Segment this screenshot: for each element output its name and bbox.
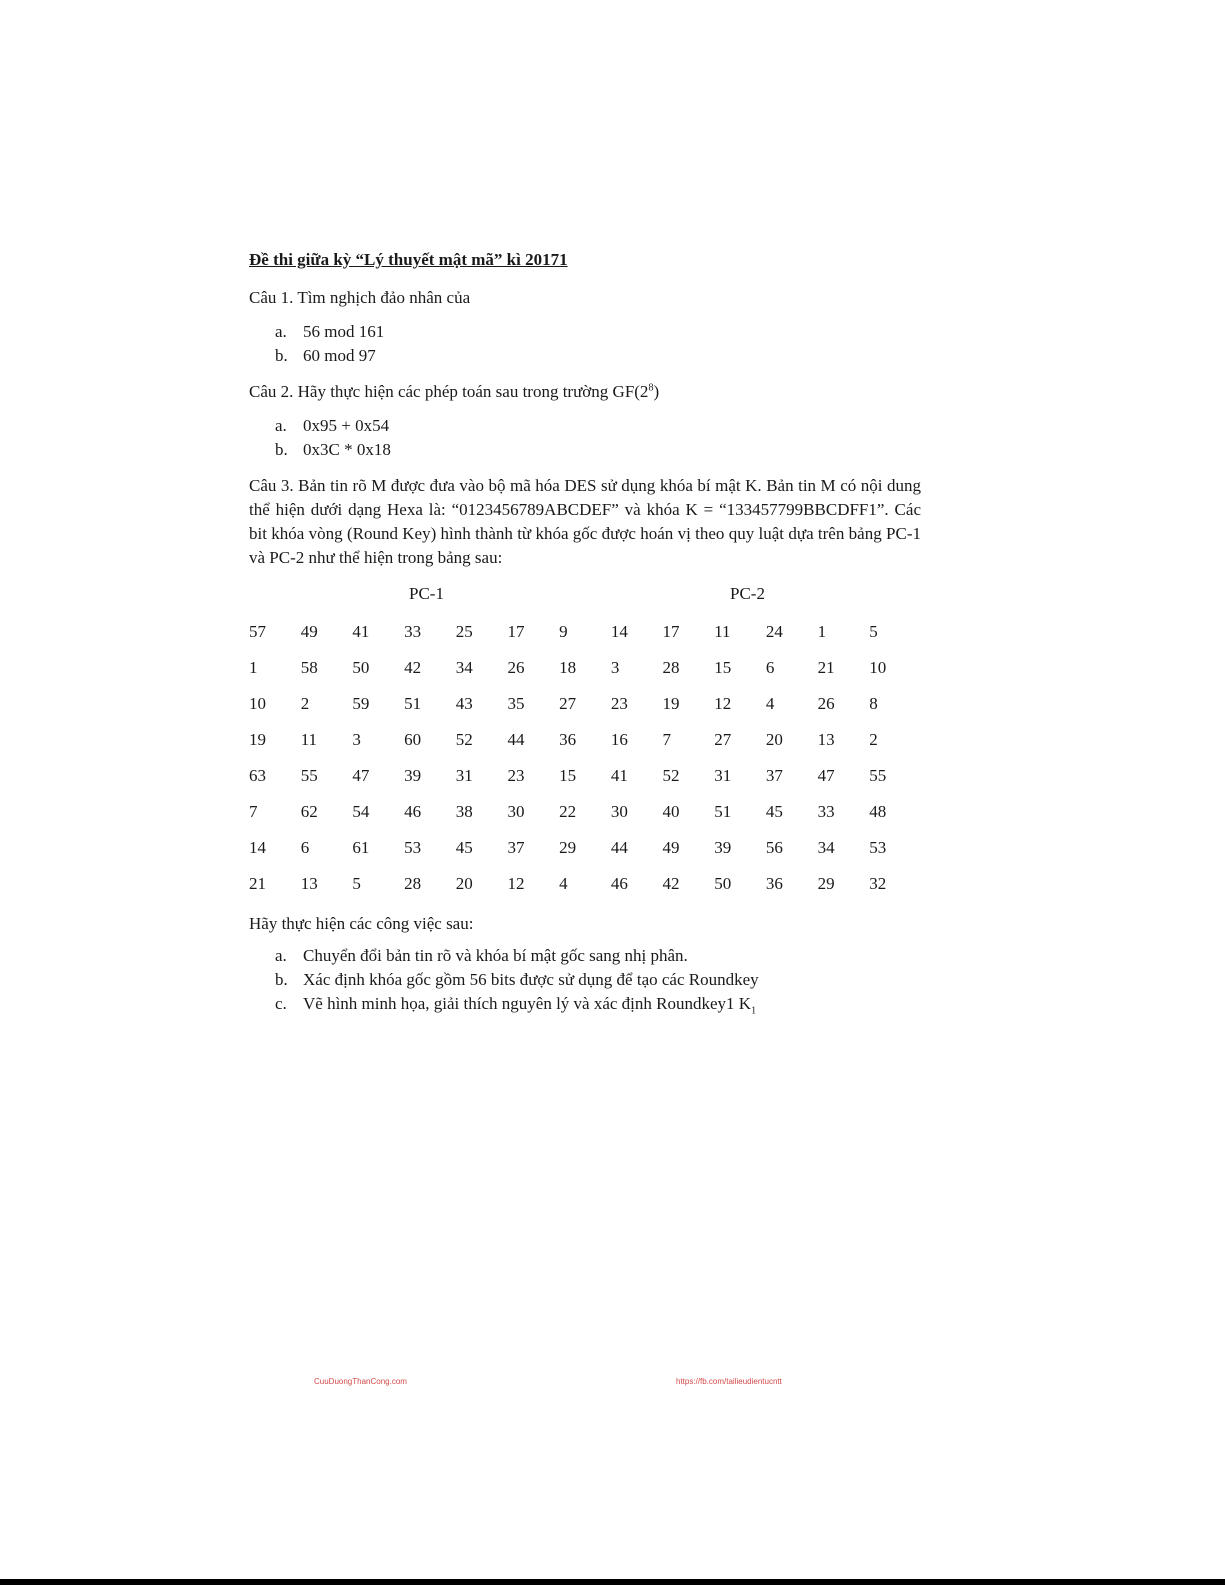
table-row (249, 758, 921, 794)
table-cell: 25 (455, 622, 473, 641)
question-2-exponent: 8 (648, 382, 654, 394)
table-cell: 34 (455, 658, 473, 677)
table-cell: 2 (869, 730, 878, 749)
table-cell: 39 (714, 838, 732, 857)
item-text: 60 mod 97 (303, 346, 376, 365)
list-item (275, 968, 921, 992)
table-row (249, 866, 921, 902)
table-cell: 52 (455, 730, 473, 749)
table-cell: 26 (817, 694, 835, 713)
table-cell: 42 (662, 874, 680, 893)
table-cell: 16 (610, 730, 628, 749)
table-cell: 2 (300, 694, 310, 713)
table-cell: 15 (559, 766, 577, 785)
table-cell: 61 (352, 838, 370, 857)
question-1-items (249, 320, 921, 368)
table-cell: 46 (610, 874, 628, 893)
footer-left-link[interactable]: CuuDuongThanCong.com (314, 1377, 407, 1386)
pc-permutation-table (249, 614, 921, 902)
table-cell: 55 (869, 766, 887, 785)
table-cell: 43 (455, 694, 473, 713)
table-cell: 19 (662, 694, 680, 713)
table-cell: 11 (300, 730, 318, 749)
table-cell: 57 (249, 622, 266, 641)
table-cell: 37 (765, 766, 783, 785)
table-cell: 12 (714, 694, 732, 713)
table-cell: 13 (300, 874, 318, 893)
table-cell: 56 (765, 838, 783, 857)
table-cell: 1 (249, 658, 258, 677)
item-marker: b. (275, 346, 288, 365)
table-cell: 60 (404, 730, 422, 749)
table-cell: 23 (507, 766, 525, 785)
table-cell: 4 (765, 694, 775, 713)
table-cell: 22 (559, 802, 577, 821)
table-cell: 47 (817, 766, 835, 785)
table-cell: 13 (817, 730, 835, 749)
table-cell: 30 (507, 802, 525, 821)
list-item (275, 344, 921, 368)
table-cell: 32 (869, 874, 887, 893)
item-marker: c. (275, 994, 287, 1013)
table-cell: 17 (662, 622, 680, 641)
item-marker: a. (275, 416, 287, 435)
table-cell: 39 (404, 766, 422, 785)
table-cell: 41 (610, 766, 628, 785)
table-cell: 6 (765, 658, 775, 677)
table-cell: 46 (404, 802, 422, 821)
table-cell: 6 (300, 838, 310, 857)
item-text: Vẽ hình minh họa, giải thích nguyên lý và xác định Roundkey1 K (303, 994, 752, 1013)
item-text: 0x3C * 0x18 (303, 440, 391, 459)
table-cell: 24 (765, 622, 783, 641)
exam-title: Đề thi giữa kỳ “Lý thuyết mật mã” kì 20171 (249, 250, 568, 269)
table-row (249, 686, 921, 722)
table-cell: 3 (352, 730, 361, 749)
table-cell: 29 (817, 874, 835, 893)
item-text: 0x95 + 0x54 (303, 416, 390, 435)
table-cell: 1 (817, 622, 827, 641)
table-cell: 58 (300, 658, 318, 677)
table-cell: 35 (507, 694, 525, 713)
table-cell: 15 (714, 658, 732, 677)
item-marker: a. (275, 322, 287, 341)
table-cell: 19 (249, 730, 266, 749)
table-cell: 37 (507, 838, 525, 857)
table-cell: 49 (300, 622, 318, 641)
tasks-list (249, 944, 921, 1016)
table-cell: 40 (662, 802, 680, 821)
table-cell: 53 (404, 838, 422, 857)
table-cell: 27 (714, 730, 732, 749)
table-cell: 62 (300, 802, 318, 821)
table-cell: 59 (352, 694, 370, 713)
table-cell: 45 (765, 802, 783, 821)
table-cell: 34 (817, 838, 835, 857)
table-cell: 11 (714, 622, 731, 641)
item-marker: b. (275, 440, 288, 459)
table-cell: 31 (455, 766, 473, 785)
question-2-text: Câu 2. Hãy thực hiện các phép toán sau trong trường GF(2 (249, 382, 649, 401)
table-cell: 44 (507, 730, 525, 749)
item-text: 56 mod 161 (303, 322, 385, 341)
table-cell: 48 (869, 802, 887, 821)
table-cell: 20 (765, 730, 783, 749)
bottom-border (0, 1579, 1225, 1585)
table-cell: 51 (404, 694, 422, 713)
subscript: 1 (751, 1005, 757, 1017)
table-cell: 10 (249, 694, 266, 713)
item-text: Xác định khóa gốc gồm 56 bits được sử dụng để tạo các Roundkey (303, 970, 759, 989)
table-cell: 20 (455, 874, 473, 893)
table-cell: 5 (869, 622, 878, 641)
table-cell: 50 (352, 658, 370, 677)
table-cell: 63 (249, 766, 266, 785)
item-text: Chuyển đổi bản tin rõ và khóa bí mật gốc sang nhị phân. (303, 946, 688, 965)
table-cell: 14 (610, 622, 628, 641)
table-cell: 14 (249, 838, 266, 857)
item-marker: a. (275, 946, 287, 965)
table-cell: 42 (404, 658, 422, 677)
pc2-heading: PC-2 (730, 584, 765, 603)
list-item (275, 414, 921, 438)
table-cell: 41 (352, 622, 370, 641)
table-cell: 30 (610, 802, 628, 821)
question-3: Câu 3. Bản tin rõ M được đưa vào bộ mã hóa DES sử dụng khóa bí mật K. Bản tin M có nội dung thể hiện dưới dạng Hexa là: “0123456789ABCDEF” và khóa K = “133457799BBCDFF1”. Các bit khóa vòng (Round Key) hình thành từ khóa gốc được hoán vị theo quy luật dựa trên bảng PC-1 và PC-2 như thể hiện trong bảng sau: (249, 476, 921, 567)
table-cell: 33 (404, 622, 422, 641)
table-cell: 50 (714, 874, 732, 893)
list-item (275, 992, 921, 1016)
table-cell: 44 (610, 838, 628, 857)
table-cell: 18 (559, 658, 577, 677)
table-cell: 45 (455, 838, 473, 857)
question-2-text-end: ) (653, 382, 660, 401)
table-cell: 27 (559, 694, 577, 713)
table-row (249, 830, 921, 866)
table-cell: 36 (765, 874, 783, 893)
table-cell: 38 (455, 802, 473, 821)
table-cell: 17 (507, 622, 525, 641)
item-marker: b. (275, 970, 288, 989)
table-row (249, 650, 921, 686)
table-cell: 4 (559, 874, 568, 893)
table-cell: 54 (352, 802, 370, 821)
table-row (249, 722, 921, 758)
table-cell: 10 (869, 658, 887, 677)
table-cell: 9 (559, 622, 568, 641)
table-cell: 23 (610, 694, 628, 713)
table-cell: 26 (507, 658, 525, 677)
table-cell: 55 (300, 766, 318, 785)
exam-page (249, 248, 921, 1028)
table-cell: 47 (352, 766, 370, 785)
table-cell: 28 (404, 874, 422, 893)
table-cell: 53 (869, 838, 887, 857)
question-1: Câu 1. Tìm nghịch đảo nhân của (249, 288, 471, 307)
table-cell: 29 (559, 838, 577, 857)
footer-right-link[interactable]: https://fb.com/tailieudientucntt (676, 1377, 782, 1386)
table-cell: 49 (662, 838, 680, 857)
question-2-items (249, 414, 921, 462)
table-cell: 28 (662, 658, 680, 677)
table-cell: 3 (610, 658, 620, 677)
table-cell: 8 (869, 694, 878, 713)
table-cell: 33 (817, 802, 835, 821)
list-item (275, 438, 921, 462)
question-2 (249, 380, 921, 404)
table-cell: 7 (662, 730, 671, 749)
table-row (249, 794, 921, 830)
table-cell: 52 (662, 766, 680, 785)
table-cell: 51 (714, 802, 732, 821)
pc1-heading: PC-1 (409, 584, 444, 603)
table-cell: 5 (352, 874, 361, 893)
table-row (249, 614, 921, 650)
table-cell: 36 (559, 730, 577, 749)
table-cell: 31 (714, 766, 732, 785)
list-item (275, 944, 921, 968)
table-cell: 7 (249, 802, 258, 821)
tasks-intro: Hãy thực hiện các công việc sau: (249, 914, 474, 933)
table-cell: 21 (249, 874, 266, 893)
list-item (275, 320, 921, 344)
table-cell: 21 (817, 658, 835, 677)
table-cell: 12 (507, 874, 525, 893)
table-headings (249, 578, 921, 614)
